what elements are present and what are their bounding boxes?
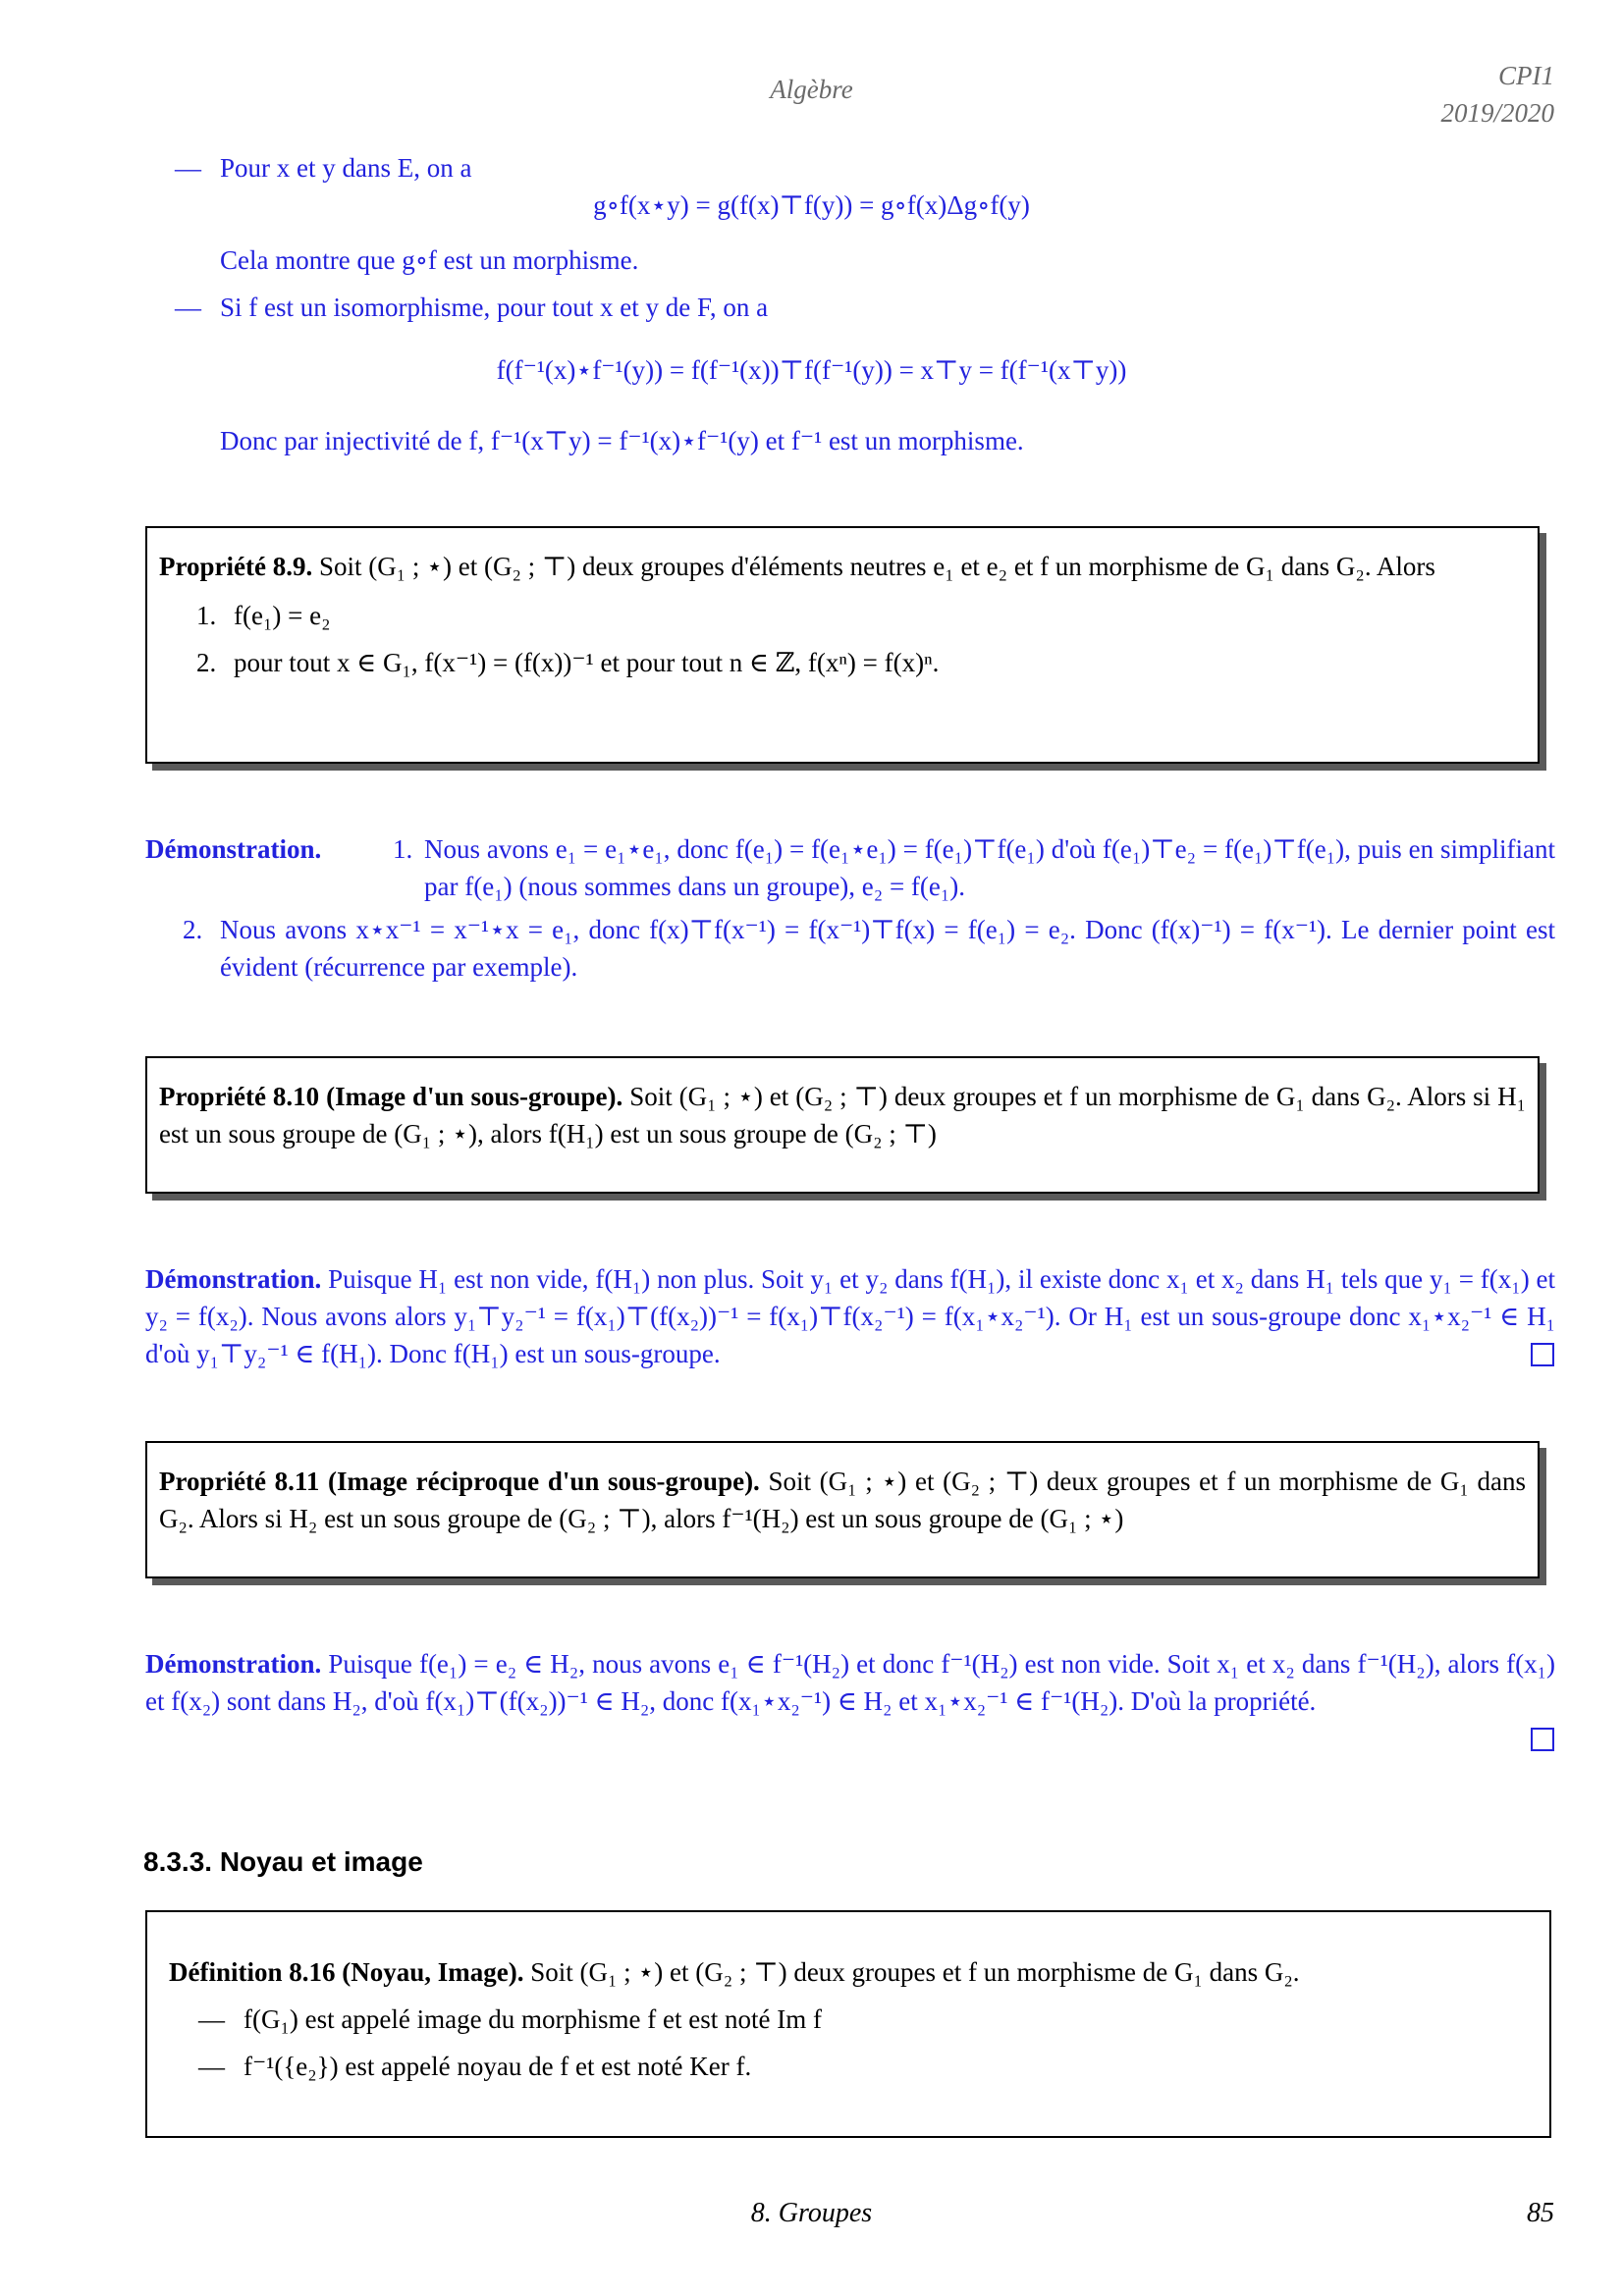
demo-text: Puisque f(e₁) = e₂ ∈ H₂, nous avons e₁ ∈ f⁻¹(H₂) et donc f⁻¹(H₂) est non vide. Soit x₁ et x₂ dans f⁻¹(H₂), alors f(x₁) et f(x₂) sont dans H₂, d'où f(x₁)⊤(f(x₂))⁻¹ ∈ H₂, donc f(x₁⋆x₂⁻¹) ∈ H₂ et x₁⋆x₂⁻¹ ∈ f⁻¹(H₂). D'où la propriété. [145, 1649, 1556, 1716]
header-course: CPI1 [1498, 61, 1554, 90]
property-text: Soit (G₁ ; ⋆) et (G₂ ; ⊤) deux groupes d'éléments neutres e₁ et e₂ et f un morphisme de G₁ dans G₂. Alors [318, 552, 1435, 581]
demonstration-8-9 [145, 830, 1555, 986]
list-item [159, 597, 1526, 634]
property-label: Propriété 8.9. [159, 552, 313, 581]
item-number: 2. [183, 915, 203, 944]
definition-item1: f(G₁) est appelé image du morphisme f et est noté Im f [243, 2004, 822, 2034]
property-label: Propriété 8.11 (Image réciproque d'un sous-groupe). [159, 1467, 760, 1496]
item-number: 1. [196, 601, 217, 630]
list-item [159, 644, 1526, 681]
proof-item1-conclusion: Cela montre que g∘f est un morphisme. [220, 245, 639, 275]
page-number: 85 [1527, 2198, 1554, 2228]
definition-label: Définition 8.16 (Noyau, Image). [169, 1957, 524, 1987]
definition-item2: f⁻¹({e₂}) est appelé noyau de f et est noté Ker f. [243, 2052, 752, 2081]
dash-bullet: — [175, 293, 201, 322]
demonstration-8-11 [145, 1645, 1555, 1720]
dash-bullet: — [175, 153, 201, 183]
running-header-title: Algèbre [770, 75, 853, 104]
demo-label: Démonstration. [145, 1264, 322, 1294]
header-year: 2019/2020 [1440, 98, 1554, 128]
section-heading: 8.3.3. Noyau et image [143, 1846, 423, 1877]
demo-item2 [145, 911, 1555, 986]
proof-item1-equation: g∘f(x⋆y) = g(f(x)⊤f(y)) = g∘f(x)Δg∘f(y) [593, 190, 1030, 220]
list-item [169, 2048, 1528, 2085]
footer-chapter: 8. Groupes [750, 2198, 873, 2228]
property-label: Propriété 8.10 (Image d'un sous-groupe). [159, 1082, 623, 1111]
definition-8-16-box [145, 1910, 1551, 2138]
property-8-9-box [145, 526, 1540, 764]
item-number: 2. [196, 648, 217, 677]
qed-square-icon [1531, 1728, 1554, 1751]
definition-statement [169, 1953, 1528, 1991]
property-8-11-box [145, 1441, 1540, 1578]
running-header-course [1440, 57, 1554, 132]
definition-text: Soit (G₁ ; ⋆) et (G₂ ; ⊤) deux groupes et f un morphisme de G₁ dans G₂. [530, 1957, 1300, 1987]
property-8-10-box [145, 1056, 1540, 1194]
demo-item1-text: Nous avons e₁ = e₁⋆e₁, donc f(e₁) = f(e₁⋆e₁) = f(e₁)⊤f(e₁) d'où f(e₁)⊤e₂ = f(e₁)⊤f(e₁), puis en simplifiant par f(e₁) (nous sommes dans un groupe), e₂ = f(e₁). [424, 834, 1555, 901]
proof-item2-equation: f(f⁻¹(x)⋆f⁻¹(y)) = f(f⁻¹(x))⊤f(f⁻¹(y)) = x⊤y = f(f⁻¹(x⊤y)) [496, 355, 1127, 385]
property-text: Soit (G₁ ; ⋆) et (G₂ ; ⊤) deux groupes et f un morphisme de G₁ dans G₂. Alors si H₂ est un sous groupe de (G₂ ; ⊤), alors f⁻¹(H₂) est un sous groupe de (G₁ ; ⋆) [159, 1467, 1527, 1533]
item-number: 1. [393, 834, 413, 864]
dash-bullet: — [198, 2004, 225, 2034]
demo-text: Puisque H₁ est non vide, f(H₁) non plus. Soit y₁ et y₂ dans f(H₁), il existe donc x₁ et x₂ dans H₁ tels que y₁ = f(x₁) et y₂ = f(x₂). Nous avons alors y₁⊤y₂⁻¹ = f(x₁)⊤(f(x₂))⁻¹ = f(x₁)⊤f(x₂⁻¹) = f(x₁⋆x₂⁻¹). Or H₁ est un sous-groupe donc x₁⋆x₂⁻¹ ∈ H₁ d'où y₁⊤y₂⁻¹ ∈ f(H₁). Donc f(H₁) est un sous-groupe. [145, 1264, 1556, 1368]
list-item [169, 2001, 1528, 2038]
property-statement [159, 1078, 1526, 1152]
qed-square-icon [1531, 1343, 1554, 1366]
proof-item1-intro: Pour x et y dans E, on a [220, 153, 472, 183]
dash-bullet: — [198, 2052, 225, 2081]
demo-label: Démonstration. [145, 1649, 322, 1679]
property-text: Soit (G₁ ; ⋆) et (G₂ ; ⊤) deux groupes et f un morphisme de G₁ dans G₂. Alors si H₁ est un sous groupe de (G₁ ; ⋆), alors f(H₁) est un sous groupe de (G₂ ; ⊤) [159, 1082, 1527, 1148]
demo-label: Démonstration. [145, 834, 322, 864]
proof-item2-conclusion: Donc par injectivité de f, f⁻¹(x⊤y) = f⁻¹(x)⋆f⁻¹(y) et f⁻¹ est un morphisme. [220, 426, 1024, 455]
property-item1: f(e₁) = e₂ [234, 601, 331, 630]
property-statement [159, 548, 1526, 585]
demo-item1 [145, 830, 1555, 905]
proof-item2-intro: Si f est un isomorphisme, pour tout x et y de F, on a [220, 293, 769, 322]
demo-item2-text: Nous avons x⋆x⁻¹ = x⁻¹⋆x = e₁, donc f(x)⊤f(x⁻¹) = f(x⁻¹)⊤f(x) = f(e₁) = e₂. Donc (f(x)⁻¹) = f(x⁻¹). Le dernier point est évident (récurrence par exemple). [220, 915, 1555, 982]
property-statement [159, 1463, 1526, 1537]
demonstration-8-10 [145, 1260, 1555, 1372]
property-item2: pour tout x ∈ G₁, f(x⁻¹) = (f(x))⁻¹ et pour tout n ∈ ℤ, f(xⁿ) = f(x)ⁿ. [234, 648, 940, 677]
